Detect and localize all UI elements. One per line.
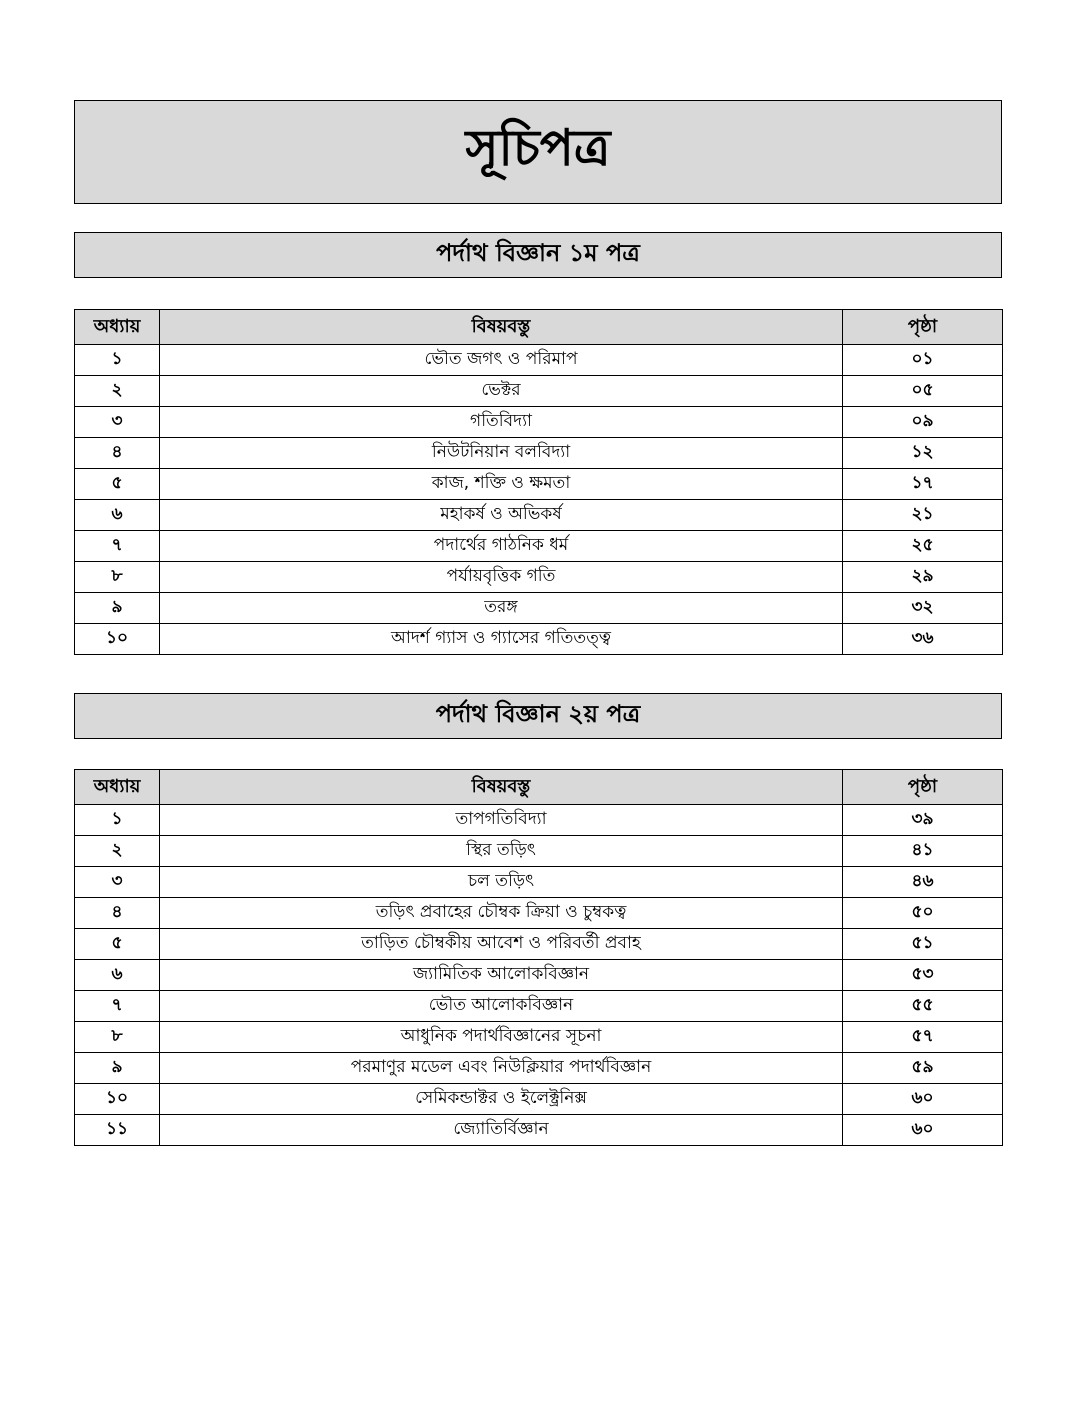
chapter-number-cell: ১ (75, 805, 160, 836)
chapter-number-cell: ৩ (75, 407, 160, 438)
table-row (75, 376, 1003, 407)
topic-cell: আধুনিক পদার্থবিজ্ঞানের সূচনা (160, 1022, 843, 1053)
table-row (75, 898, 1003, 929)
section-1-heading: পর্দাথ বিজ্ঞান ১ম পত্র (436, 239, 640, 267)
page-number-cell: ০১ (843, 345, 1003, 376)
page-number-cell: ৩৯ (843, 805, 1003, 836)
chapter-number-cell: ২ (75, 836, 160, 867)
page-number-cell: ৫১ (843, 929, 1003, 960)
table-row (75, 562, 1003, 593)
chapter-number-cell: ১ (75, 345, 160, 376)
page-number-cell: ০৯ (843, 407, 1003, 438)
topic-cell: সেমিকন্ডাক্টর ও ইলেক্ট্রনিক্স (160, 1084, 843, 1115)
table-row (75, 805, 1003, 836)
page-number-cell: ৬০ (843, 1084, 1003, 1115)
page-number-cell: ৩২ (843, 593, 1003, 624)
table-row (75, 1084, 1003, 1115)
chapter-number-cell: ৬ (75, 500, 160, 531)
page-number-cell: ৫৫ (843, 991, 1003, 1022)
page-number-cell: ৪৬ (843, 867, 1003, 898)
chapter-number-cell: ৯ (75, 593, 160, 624)
column-header-chapter: অধ্যায় (75, 310, 160, 345)
page-number-cell: ১২ (843, 438, 1003, 469)
section-1-heading-box (74, 232, 1002, 278)
page-number-cell: ৬০ (843, 1115, 1003, 1146)
table-row (75, 836, 1003, 867)
topic-cell: আদর্শ গ্যাস ও গ্যাসের গতিতত্ত্ব (160, 624, 843, 655)
table-header-row (75, 770, 1003, 805)
topic-cell: পরমাণুর মডেল এবং নিউক্লিয়ার পদার্থবিজ্ঞান (160, 1053, 843, 1084)
page-number-cell: ৫৭ (843, 1022, 1003, 1053)
table-row (75, 929, 1003, 960)
table-row (75, 531, 1003, 562)
chapter-number-cell: ৬ (75, 960, 160, 991)
topic-cell: গতিবিদ্যা (160, 407, 843, 438)
page-title: সূচিপত্র (465, 118, 611, 177)
page-number-cell: ১৭ (843, 469, 1003, 500)
chapter-number-cell: ৫ (75, 469, 160, 500)
table-row (75, 1022, 1003, 1053)
topic-cell: তড়িৎ প্রবাহের চৌম্বক ক্রিয়া ও চুম্বকত্ব (160, 898, 843, 929)
topic-cell: তরঙ্গ (160, 593, 843, 624)
column-header-chapter: অধ্যায় (75, 770, 160, 805)
page-title-box (74, 100, 1002, 204)
topic-cell: জ্যোতির্বিজ্ঞান (160, 1115, 843, 1146)
topic-cell: তাপগতিবিদ্যা (160, 805, 843, 836)
topic-cell: ভেক্টর (160, 376, 843, 407)
table-header-row (75, 310, 1003, 345)
table-row (75, 438, 1003, 469)
topic-cell: কাজ, শক্তি ও ক্ষমতা (160, 469, 843, 500)
table-row (75, 624, 1003, 655)
topic-cell: তাড়িত চৌম্বকীয় আবেশ ও পরিবর্তী প্রবাহ (160, 929, 843, 960)
table-row (75, 991, 1003, 1022)
table-row (75, 960, 1003, 991)
chapter-number-cell: ৭ (75, 531, 160, 562)
page-number-cell: ২১ (843, 500, 1003, 531)
topic-cell: ভৌত আলোকবিজ্ঞান (160, 991, 843, 1022)
chapter-number-cell: ১১ (75, 1115, 160, 1146)
table-row (75, 500, 1003, 531)
topic-cell: চল তড়িৎ (160, 867, 843, 898)
topic-cell: জ্যামিতিক আলোকবিজ্ঞান (160, 960, 843, 991)
chapter-number-cell: ৪ (75, 898, 160, 929)
table-row (75, 867, 1003, 898)
page-number-cell: ৫৯ (843, 1053, 1003, 1084)
column-header-topic: বিষয়বস্তু (160, 770, 843, 805)
page-number-cell: ৫৩ (843, 960, 1003, 991)
toc-table-paper-2 (74, 769, 1003, 1146)
page-number-cell: ৪১ (843, 836, 1003, 867)
chapter-number-cell: ৩ (75, 867, 160, 898)
table-row (75, 593, 1003, 624)
page-number-cell: ২৫ (843, 531, 1003, 562)
toc-table-paper-1 (74, 309, 1003, 655)
chapter-number-cell: ৯ (75, 1053, 160, 1084)
page-number-cell: ২৯ (843, 562, 1003, 593)
column-header-page: পৃষ্ঠা (843, 310, 1003, 345)
page-number-cell: ০৫ (843, 376, 1003, 407)
table-row (75, 1053, 1003, 1084)
topic-cell: নিউটনিয়ান বলবিদ্যা (160, 438, 843, 469)
topic-cell: পদার্থের গাঠনিক ধর্ম (160, 531, 843, 562)
chapter-number-cell: ৭ (75, 991, 160, 1022)
table-row (75, 469, 1003, 500)
chapter-number-cell: ৪ (75, 438, 160, 469)
topic-cell: ভৌত জগৎ ও পরিমাপ (160, 345, 843, 376)
chapter-number-cell: ২ (75, 376, 160, 407)
section-2-heading: পর্দাথ বিজ্ঞান ২য় পত্র (435, 700, 641, 728)
table-row (75, 1115, 1003, 1146)
chapter-number-cell: ১০ (75, 624, 160, 655)
topic-cell: পর্যায়বৃত্তিক গতি (160, 562, 843, 593)
chapter-number-cell: ১০ (75, 1084, 160, 1115)
column-header-page: পৃষ্ঠা (843, 770, 1003, 805)
section-2-heading-box (74, 693, 1002, 739)
chapter-number-cell: ৮ (75, 1022, 160, 1053)
page-number-cell: ৫০ (843, 898, 1003, 929)
column-header-topic: বিষয়বস্তু (160, 310, 843, 345)
chapter-number-cell: ৮ (75, 562, 160, 593)
page-number-cell: ৩৬ (843, 624, 1003, 655)
topic-cell: মহাকর্ষ ও অভিকর্ষ (160, 500, 843, 531)
table-row (75, 345, 1003, 376)
table-row (75, 407, 1003, 438)
chapter-number-cell: ৫ (75, 929, 160, 960)
topic-cell: স্থির তড়িৎ (160, 836, 843, 867)
